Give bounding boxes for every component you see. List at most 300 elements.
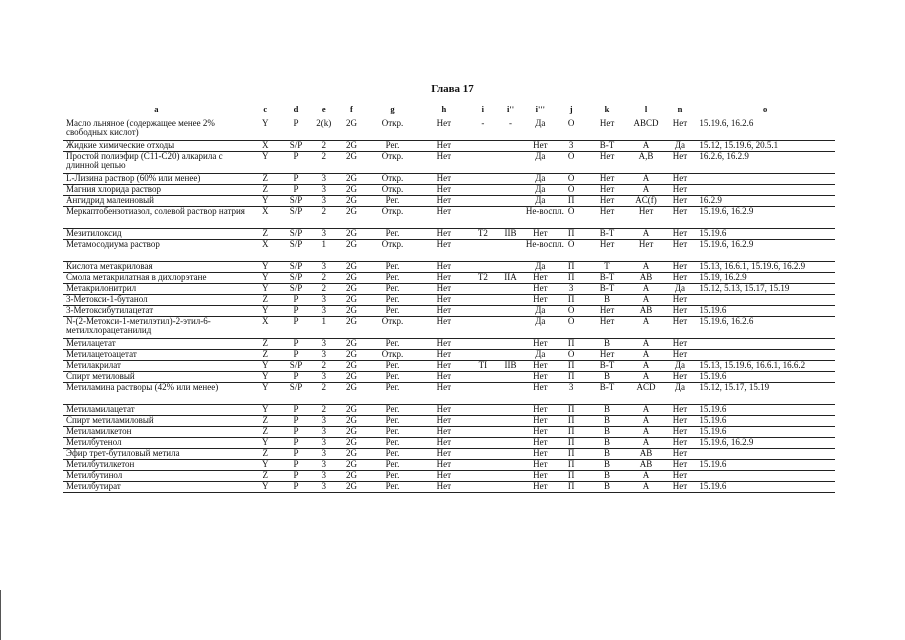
table-cell: 2G — [336, 350, 367, 361]
table-cell: 1 — [311, 240, 336, 262]
references-cell: 15.12, 15.19.6, 20.5.1 — [695, 141, 835, 152]
table-cell: Y — [250, 273, 281, 284]
table-cell: 3 — [311, 471, 336, 482]
table-cell — [470, 152, 497, 174]
table-cell: 3 — [311, 350, 336, 361]
table-cell: Z — [250, 416, 281, 427]
table-cell: Y — [250, 372, 281, 383]
product-name-cell: Спирт метиловый — [63, 372, 250, 383]
table-cell: Нет — [628, 240, 665, 262]
table-cell: Нет — [525, 405, 556, 416]
table-cell: S/P — [281, 207, 312, 229]
table-cell: Z — [250, 471, 281, 482]
table-cell: AB — [628, 273, 665, 284]
table-cell: Нет — [418, 449, 469, 460]
table-cell: Да — [525, 317, 556, 339]
table-row — [63, 262, 835, 273]
table-cell: Нет — [665, 482, 696, 493]
table-cell: Нет — [418, 306, 469, 317]
table-cell: Нет — [418, 141, 469, 152]
table-cell: A — [628, 427, 665, 438]
product-name-cell: Метилбутилкетон — [63, 460, 250, 471]
table-cell: Нет — [418, 416, 469, 427]
table-cell: Z — [250, 350, 281, 361]
column-header: i'' — [507, 104, 515, 115]
table-cell: Z — [250, 339, 281, 350]
product-name-cell: Масло льняное (содержащее менее 2% свободных кислот) — [63, 119, 250, 141]
table-cell: IIA — [496, 273, 525, 284]
table-cell: Откр. — [367, 240, 418, 262]
table-row — [63, 383, 835, 405]
table-cell: 2 — [311, 405, 336, 416]
table-cell — [470, 317, 497, 339]
table-row — [63, 174, 835, 185]
table-cell — [496, 460, 525, 471]
table-cell: Нет — [587, 350, 628, 361]
table-cell: Y — [250, 284, 281, 295]
table-cell: P — [281, 119, 312, 141]
table-cell: B — [587, 372, 628, 383]
table-cell: P — [281, 427, 312, 438]
table-cell: 2G — [336, 449, 367, 460]
references-cell — [695, 350, 835, 361]
table-cell: Нет — [628, 207, 665, 229]
table-cell: Нет — [587, 317, 628, 339]
table-cell: Да — [525, 350, 556, 361]
product-name-cell: Метиламилкетон — [63, 427, 250, 438]
table-cell: Рег. — [367, 405, 418, 416]
table-cell — [470, 471, 497, 482]
table-cell: A — [628, 284, 665, 295]
table-cell: S/P — [281, 361, 312, 372]
table-cell: 2G — [336, 295, 367, 306]
table-cell — [496, 482, 525, 493]
table-cell — [496, 438, 525, 449]
table-cell: O — [556, 207, 587, 229]
table-cell: P — [281, 152, 312, 174]
table-cell: X — [250, 240, 281, 262]
table-cell: Рег. — [367, 339, 418, 350]
product-name-cell: N-(2-Метокси-1-метилэтил)-2-этил-6-метилхлорацетанилид — [63, 317, 250, 339]
table-cell — [470, 185, 497, 196]
table-cell — [496, 416, 525, 427]
table-cell: Нет — [665, 174, 696, 185]
table-cell — [470, 405, 497, 416]
table-cell: Нет — [665, 372, 696, 383]
table-cell: Нет — [665, 339, 696, 350]
table-row — [63, 405, 835, 416]
table-row — [63, 471, 835, 482]
table-cell: Y — [250, 152, 281, 174]
table-cell: Нет — [418, 262, 469, 273]
table-cell: Нет — [587, 207, 628, 229]
table-cell: П — [556, 295, 587, 306]
table-cell — [470, 240, 497, 262]
table-cell: 2G — [336, 471, 367, 482]
table-cell: П — [556, 339, 587, 350]
table-cell: П — [556, 427, 587, 438]
references-cell: 15.12, 5.13, 15.17, 15.19 — [695, 284, 835, 295]
table-cell: Рег. — [367, 449, 418, 460]
table-cell: 3 — [311, 262, 336, 273]
table-cell: 2 — [311, 273, 336, 284]
table-cell — [496, 196, 525, 207]
table-cell: Рег. — [367, 427, 418, 438]
table-cell: Нет — [525, 273, 556, 284]
product-name-cell: Метиламина растворы (42% или менее) — [63, 383, 250, 405]
table-cell: P — [281, 471, 312, 482]
table-cell: Нет — [525, 427, 556, 438]
table-cell: B — [587, 449, 628, 460]
table-cell: P — [281, 306, 312, 317]
table-cell: Откр. — [367, 317, 418, 339]
table-cell: 3 — [311, 482, 336, 493]
table-cell — [496, 152, 525, 174]
table-cell: X — [250, 317, 281, 339]
table-cell: П — [556, 273, 587, 284]
table-cell — [496, 427, 525, 438]
table-cell: Нет — [418, 438, 469, 449]
table-cell: Нет — [665, 262, 696, 273]
table-cell: P — [281, 174, 312, 185]
table-cell: Нет — [525, 416, 556, 427]
column-header: a — [154, 104, 159, 115]
table-cell: O — [556, 306, 587, 317]
table-cell: P — [281, 295, 312, 306]
table-cell: Y — [250, 306, 281, 317]
table-row — [63, 273, 835, 284]
table-cell — [470, 438, 497, 449]
table-cell: 2 — [311, 284, 336, 295]
table-row — [63, 427, 835, 438]
table-cell: O — [556, 174, 587, 185]
table-cell: A — [628, 185, 665, 196]
table-cell — [496, 207, 525, 229]
table-row — [63, 372, 835, 383]
table-row — [63, 229, 835, 240]
product-name-cell: L-Лизина раствор (60% или менее) — [63, 174, 250, 185]
product-name-cell: 3-Метокси-1-бутанол — [63, 295, 250, 306]
table-cell — [496, 284, 525, 295]
table-cell: Да — [525, 196, 556, 207]
table-cell: 3 — [556, 284, 587, 295]
table-cell: 2G — [336, 339, 367, 350]
table-cell: AB — [628, 449, 665, 460]
table-row — [63, 438, 835, 449]
references-cell — [695, 471, 835, 482]
references-cell: 15.19, 16.2.9 — [695, 273, 835, 284]
table-cell: A — [628, 482, 665, 493]
table-cell: 2G — [336, 185, 367, 196]
table-cell: Нет — [665, 416, 696, 427]
table-cell: - — [496, 119, 525, 141]
table-cell: B — [587, 295, 628, 306]
table-cell: 2G — [336, 196, 367, 207]
table-cell: Рег. — [367, 372, 418, 383]
table-row — [63, 361, 835, 372]
table-cell: B — [587, 482, 628, 493]
table-cell: Нет — [525, 361, 556, 372]
table-cell — [470, 262, 497, 273]
table-cell: Нет — [665, 196, 696, 207]
product-name-cell: Метамосодиума раствор — [63, 240, 250, 262]
table-cell: B-T — [587, 284, 628, 295]
table-cell: П — [556, 460, 587, 471]
table-cell: A — [628, 262, 665, 273]
references-cell: 15.13, 15.19.6, 16.6.1, 16.6.2 — [695, 361, 835, 372]
table-row — [63, 295, 835, 306]
table-cell: 2G — [336, 416, 367, 427]
column-header: i''' — [535, 104, 546, 115]
table-cell: P — [281, 339, 312, 350]
table-cell: Нет — [665, 306, 696, 317]
table-cell: 2G — [336, 438, 367, 449]
table-cell: Нет — [525, 339, 556, 350]
table-cell — [470, 295, 497, 306]
table-cell: Рег. — [367, 196, 418, 207]
table-cell: Нет — [525, 438, 556, 449]
table-cell: Нет — [418, 240, 469, 262]
table-cell: S/P — [281, 196, 312, 207]
table-cell: AB — [628, 306, 665, 317]
table-cell — [496, 405, 525, 416]
table-cell: 2G — [336, 383, 367, 405]
table-cell: 3 — [311, 449, 336, 460]
table-cell: P — [281, 185, 312, 196]
table-cell: Нет — [665, 207, 696, 229]
table-cell: Нет — [418, 471, 469, 482]
table-cell: TI — [470, 361, 497, 372]
table-cell: Да — [665, 284, 696, 295]
table-cell: Нет — [587, 240, 628, 262]
table-cell: P — [281, 449, 312, 460]
table-cell: Да — [665, 361, 696, 372]
table-cell — [496, 240, 525, 262]
table-cell: 2G — [336, 361, 367, 372]
references-cell — [695, 449, 835, 460]
table-cell: Нет — [587, 185, 628, 196]
table-cell: 2G — [336, 482, 367, 493]
table-cell: 3 — [311, 174, 336, 185]
table-cell: Нет — [665, 229, 696, 240]
table-cell: Нет — [587, 196, 628, 207]
table-cell: A — [628, 416, 665, 427]
table-row — [63, 416, 835, 427]
table-cell: Z — [250, 229, 281, 240]
table-cell: Нет — [587, 119, 628, 141]
table-cell — [496, 317, 525, 339]
product-name-cell: Метилацетат — [63, 339, 250, 350]
table-row — [63, 207, 835, 229]
product-name-cell: Метилбутинол — [63, 471, 250, 482]
product-name-cell: Метилбутенол — [63, 438, 250, 449]
table-cell — [470, 284, 497, 295]
references-cell: 15.19.6 — [695, 229, 835, 240]
table-cell: A — [628, 372, 665, 383]
table-cell — [496, 449, 525, 460]
table-cell — [470, 196, 497, 207]
table-cell: 2G — [336, 174, 367, 185]
table-cell: - — [470, 119, 497, 141]
table-cell: T — [587, 262, 628, 273]
column-header: i — [481, 104, 485, 115]
page-edge-line — [0, 590, 1, 640]
table-cell: 3 — [311, 416, 336, 427]
table-cell — [470, 339, 497, 350]
table-cell: Y — [250, 361, 281, 372]
references-cell: 15.19.6, 16.2.6 — [695, 119, 835, 141]
table-cell: Да — [525, 174, 556, 185]
table-cell: A — [628, 317, 665, 339]
references-cell — [695, 295, 835, 306]
table-cell: 3 — [311, 339, 336, 350]
table-cell: B — [587, 427, 628, 438]
table-row — [63, 196, 835, 207]
table-cell: Нет — [525, 295, 556, 306]
table-row — [63, 152, 835, 174]
header-row — [63, 100, 835, 119]
table-cell: Нет — [665, 317, 696, 339]
table-cell: Рег. — [367, 295, 418, 306]
table-cell: S/P — [281, 262, 312, 273]
table-cell: П — [556, 262, 587, 273]
table-cell: Да — [665, 141, 696, 152]
table-cell — [470, 482, 497, 493]
table-cell: T2 — [470, 273, 497, 284]
table-cell — [496, 339, 525, 350]
table-row — [63, 482, 835, 493]
chemical-table — [63, 100, 835, 493]
product-name-cell: Простой полиэфир (C11-C20) алкарила с длинной цепью — [63, 152, 250, 174]
product-name-cell: Меркаптобензотиазол, солевой раствор натрия — [63, 207, 250, 229]
table-cell: P — [281, 460, 312, 471]
table-cell — [496, 185, 525, 196]
table-cell: 2G — [336, 427, 367, 438]
table-cell: Y — [250, 460, 281, 471]
table-cell: Нет — [418, 482, 469, 493]
table-cell: ABCD — [628, 119, 665, 141]
table-cell: Нет — [418, 119, 469, 141]
product-name-cell: Метилацетоацетат — [63, 350, 250, 361]
table-cell: 3 — [311, 460, 336, 471]
table-cell: B-T — [587, 361, 628, 372]
table-cell: P — [281, 350, 312, 361]
table-cell: B — [587, 471, 628, 482]
references-cell — [695, 174, 835, 185]
page-title: Глава 17 — [431, 83, 474, 95]
table-cell: Нет — [418, 350, 469, 361]
table-cell: Нет — [665, 471, 696, 482]
table-cell: Нет — [418, 229, 469, 240]
table-cell: B — [587, 405, 628, 416]
table-cell: 2G — [336, 306, 367, 317]
table-cell: S/P — [281, 141, 312, 152]
table-cell: 3 — [311, 196, 336, 207]
table-cell: П — [556, 405, 587, 416]
table-cell: Нет — [525, 372, 556, 383]
table-row — [63, 240, 835, 262]
table-cell: A — [628, 141, 665, 152]
table-cell: S/P — [281, 240, 312, 262]
table-cell: Рег. — [367, 284, 418, 295]
references-cell: 15.13, 16.6.1, 15.19.6, 16.2.9 — [695, 262, 835, 273]
table-cell: Нет — [665, 460, 696, 471]
table-row — [63, 449, 835, 460]
table-cell — [496, 471, 525, 482]
table-cell: IIB — [496, 229, 525, 240]
table-cell: Нет — [525, 229, 556, 240]
table-cell: Нет — [418, 372, 469, 383]
table-cell: Откр. — [367, 174, 418, 185]
table-cell: 2G — [336, 460, 367, 471]
table-cell: Откр. — [367, 152, 418, 174]
table-cell: ACD — [628, 383, 665, 405]
table-cell: 2G — [336, 273, 367, 284]
product-name-cell: 3-Метоксибутилацетат — [63, 306, 250, 317]
table-cell: Y — [250, 119, 281, 141]
references-cell: 15.19.6 — [695, 405, 835, 416]
table-cell: Нет — [665, 119, 696, 141]
table-cell: Нет — [665, 427, 696, 438]
table-cell: X — [250, 141, 281, 152]
table-cell: Нет — [418, 207, 469, 229]
table-cell: Рег. — [367, 141, 418, 152]
table-cell: Нет — [418, 427, 469, 438]
table-cell: Откр. — [367, 119, 418, 141]
table-cell: A — [628, 405, 665, 416]
table-cell: Откр. — [367, 185, 418, 196]
table-cell: П — [556, 361, 587, 372]
table-cell: B — [587, 339, 628, 350]
references-cell: 15.19.6 — [695, 416, 835, 427]
table-cell: Нет — [418, 295, 469, 306]
table-cell: П — [556, 449, 587, 460]
table-cell: AC(f) — [628, 196, 665, 207]
table-cell: 3 — [311, 372, 336, 383]
table-cell: Нет — [587, 306, 628, 317]
column-header: l — [644, 104, 648, 115]
table-cell: Нет — [525, 482, 556, 493]
table-row — [63, 141, 835, 152]
table-cell: 2(k) — [311, 119, 336, 141]
table-cell: B — [587, 438, 628, 449]
table-row — [63, 460, 835, 471]
table-cell: 2G — [336, 284, 367, 295]
table-row — [63, 339, 835, 350]
table-cell: Нет — [525, 383, 556, 405]
table-cell: AB — [628, 460, 665, 471]
product-name-cell: Метилбутират — [63, 482, 250, 493]
references-cell: 15.12, 15.17, 15.19 — [695, 383, 835, 405]
table-cell: A — [628, 438, 665, 449]
product-name-cell: Спирт метиламиловый — [63, 416, 250, 427]
table-cell: Нет — [525, 284, 556, 295]
table-cell: Нет — [418, 284, 469, 295]
table-cell: Y — [250, 482, 281, 493]
table-cell: Нет — [665, 438, 696, 449]
table-cell: Нет — [418, 273, 469, 284]
table-cell: A,B — [628, 152, 665, 174]
table-cell: P — [281, 416, 312, 427]
table-cell: 2G — [336, 405, 367, 416]
table-cell — [496, 383, 525, 405]
references-cell: 15.19.6 — [695, 306, 835, 317]
references-cell: 15.19.6 — [695, 427, 835, 438]
table-cell: Нет — [525, 141, 556, 152]
table-cell: Рег. — [367, 262, 418, 273]
table-cell: 3 — [311, 229, 336, 240]
table-cell: Нет — [418, 460, 469, 471]
